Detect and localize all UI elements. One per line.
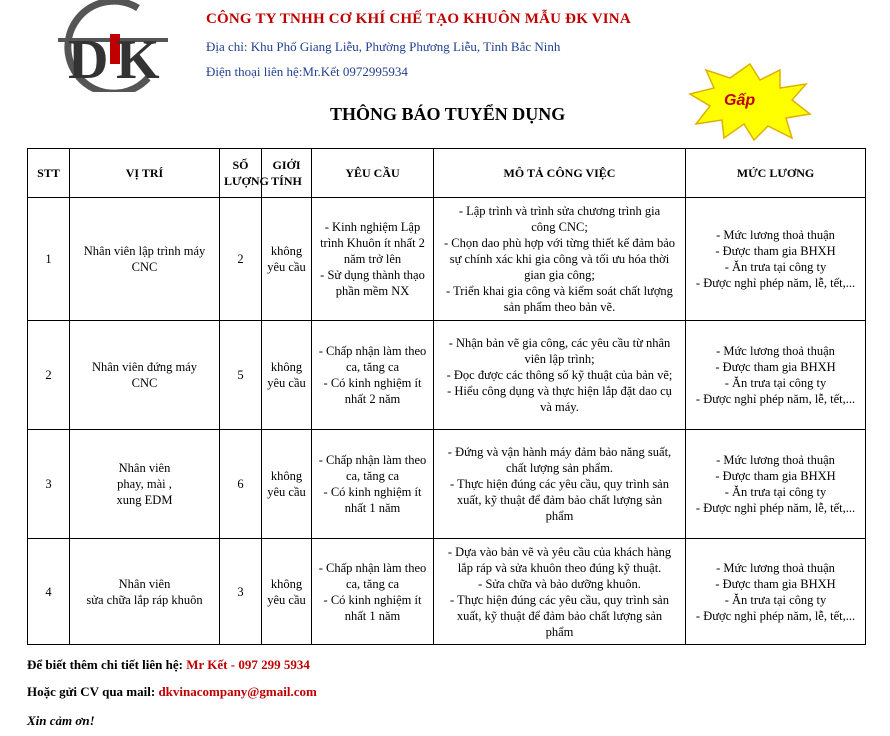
cell-salary-line: - Mức lương thoả thuận: [716, 228, 835, 242]
cell-position: [70, 321, 220, 430]
cell-requirements-line: - Chấp nhận làm theo: [318, 560, 427, 575]
cell-description-line: lắp ráp và sửa khuôn theo đúng kỹ thuật.: [457, 560, 662, 575]
cell-stt: 3: [28, 430, 70, 539]
header-quantity: SỐ LƯỢNG: [220, 149, 262, 198]
cell-position-line: xung EDM: [116, 493, 173, 507]
cell-description-line: công CNC;: [531, 220, 588, 234]
cell-position-line: Nhân viên đứng máy: [91, 360, 198, 374]
cell-requirements-line: - Chấp nhận làm theo: [318, 453, 427, 467]
header-position: VỊ TRÍ: [70, 149, 220, 198]
cell-requirements: [312, 430, 434, 539]
cell-description-line: - Thực hiện đúng các yêu cầu, quy trình sản: [450, 592, 669, 607]
cell-salary-line: - Ăn trưa tại công ty: [724, 592, 827, 607]
cell-salary-line: - Được tham gia BHXH: [715, 469, 836, 483]
cell-requirements: [312, 539, 434, 645]
contact-phone: Mr Kết - 097 299 5934: [186, 657, 310, 672]
table-row: [28, 539, 866, 645]
cell-requirements-line: - Sử dụng thành thạo: [320, 268, 425, 282]
cell-position-line: CNC: [131, 260, 158, 274]
cell-salary-line: - Được nghỉ phép năm, lễ, tết,...: [695, 392, 856, 406]
cell-salary: [686, 198, 866, 321]
cell-quantity: 6: [220, 430, 262, 539]
job-table: [27, 148, 866, 645]
cell-description-line: phẩm: [545, 509, 574, 523]
cell-gender-line: không: [270, 469, 303, 483]
cell-description-line: - Nhận bản vẽ gia công, các yêu cầu từ nhân: [448, 336, 671, 350]
cell-salary-line: - Ăn trưa tại công ty: [724, 485, 827, 499]
header-gender: GIỚI TÍNH: [262, 149, 312, 198]
company-address: Địa chỉ: Khu Phố Giang Liễu, Phường Phương Liễu, Tỉnh Bắc Ninh: [206, 39, 561, 54]
cell-requirements-line: ca, tăng ca: [345, 360, 400, 374]
company-phone: Điện thoại liên hệ:Mr.Kết 0972995934: [206, 64, 408, 79]
cell-gender-line: không: [270, 360, 303, 374]
cell-quantity: 2: [220, 198, 262, 321]
cell-salary: [686, 539, 866, 645]
cell-description-line: xuất, kỹ thuật để đảm bảo chất lượng sản: [456, 493, 663, 507]
cell-requirements: [312, 321, 434, 430]
cell-stt: 1: [28, 198, 70, 321]
cell-requirements-line: nhất 1 năm: [344, 608, 401, 623]
cell-description-line: chất lượng sản phẩm.: [505, 461, 614, 475]
header-description: MÔ TẢ CÔNG VIỆC: [434, 149, 686, 198]
cell-position-line: CNC: [131, 376, 158, 390]
cell-description-line: sự chính xác khi gia công và tối ưu hóa thời: [449, 252, 670, 266]
cell-position-line: Nhân viên lập trình máy: [83, 244, 206, 258]
cell-gender: [262, 430, 312, 539]
cell-description: [434, 430, 686, 539]
cell-salary-line: - Được nghỉ phép năm, lễ, tết,...: [695, 501, 856, 515]
cell-position: [70, 198, 220, 321]
cell-salary-line: - Mức lương thoả thuận: [716, 560, 835, 575]
table-header-row: [28, 149, 866, 198]
cell-description-line: - Lập trình và trình sửa chương trình gia: [458, 204, 661, 218]
cell-stt: 2: [28, 321, 70, 430]
cell-description-line: - Triển khai gia công và kiểm soát chất lượng: [446, 284, 673, 298]
cell-description: [434, 539, 686, 645]
cell-position-line: phay, mài ,: [117, 477, 172, 491]
table-row: [28, 321, 866, 430]
cell-salary: [686, 321, 866, 430]
cell-position: [70, 539, 220, 645]
cell-description-line: sản phẩm theo bản vẽ.: [503, 300, 616, 314]
table-row: [28, 198, 866, 321]
cell-gender: [262, 539, 312, 645]
cell-gender-line: yêu cầu: [267, 260, 306, 274]
cell-gender-line: không: [270, 576, 303, 591]
cell-description-line: - Chọn dao phù hợp với từng thiết kế đảm bảo: [443, 236, 676, 250]
cell-gender-line: không: [270, 244, 303, 258]
cell-salary-line: - Mức lương thoả thuận: [716, 344, 835, 358]
header-requirements: YÊU CẦU: [312, 149, 434, 198]
cell-position-line: Nhân viên: [118, 461, 171, 475]
thanks-note: Xin cảm ơn!: [27, 713, 95, 728]
cell-requirements-line: năm trở lên: [343, 252, 402, 266]
cell-description: [434, 198, 686, 321]
table-row: [28, 430, 866, 539]
cv-info: [27, 684, 317, 700]
cell-quantity: 5: [220, 321, 262, 430]
cell-description-line: - Đọc được các thông số kỹ thuật của bản vẽ;: [446, 368, 673, 382]
header-salary: MỨC LƯƠNG: [686, 149, 866, 198]
urgent-badge: Gấp: [724, 92, 756, 109]
cell-description-line: xuất, kỹ thuật để đảm bảo chất lượng sản: [456, 608, 663, 623]
cell-requirements-line: - Có kinh nghiệm ít: [323, 592, 422, 607]
contact-info: [27, 657, 310, 673]
cell-salary-line: - Ăn trưa tại công ty: [724, 260, 827, 274]
cell-gender-line: yêu cầu: [267, 592, 306, 607]
cell-gender: [262, 321, 312, 430]
company-name: CÔNG TY TNHH CƠ KHÍ CHẾ TẠO KHUÔN MẪU ĐK VINA: [206, 11, 631, 27]
cell-description-line: phẩm: [545, 624, 574, 639]
cell-requirements-line: - Có kinh nghiệm ít: [323, 485, 422, 499]
cell-description-line: - Hiểu công dụng và thực hiện lắp đặt dao cụ: [447, 384, 672, 398]
cell-requirements-line: - Kinh nghiệm Lập: [324, 220, 421, 234]
cell-salary-line: - Ăn trưa tại công ty: [724, 376, 827, 390]
cell-description-line: - Sửa chữa và bảo dưỡng khuôn.: [478, 576, 641, 591]
cell-description: [434, 321, 686, 430]
cell-requirements-line: nhất 2 năm: [344, 392, 401, 406]
cell-requirements-line: nhất 1 năm: [344, 501, 401, 515]
cell-salary-line: - Được nghỉ phép năm, lễ, tết,...: [695, 276, 856, 290]
cv-label: Hoặc gửi CV qua mail:: [27, 684, 159, 699]
contact-label: Để biết thêm chi tiết liên hệ:: [27, 657, 187, 672]
cell-requirements: [312, 198, 434, 321]
cell-gender: [262, 198, 312, 321]
cell-description-line: - Đứng và vận hành máy đảm bảo năng suất,: [447, 445, 672, 459]
cell-description-line: và máy.: [540, 400, 579, 414]
cell-requirements-line: trình Khuôn ít nhất 2: [320, 236, 425, 250]
cell-salary-line: - Được tham gia BHXH: [715, 244, 836, 258]
cell-description-line: gian gia công;: [524, 268, 595, 282]
cell-position-line: sửa chữa lắp ráp khuôn: [86, 592, 203, 607]
cell-salary-line: - Được tham gia BHXH: [715, 576, 836, 591]
cell-salary: [686, 430, 866, 539]
cell-description-line: - Thực hiện đúng các yêu cầu, quy trình sản: [450, 477, 669, 491]
company-logo: [52, 0, 174, 92]
cell-requirements-line: - Chấp nhận làm theo: [318, 344, 427, 358]
cell-gender-line: yêu cầu: [267, 485, 306, 499]
cell-position: [70, 430, 220, 539]
cell-gender-line: yêu cầu: [267, 376, 306, 390]
cell-salary-line: - Được nghỉ phép năm, lễ, tết,...: [695, 608, 856, 623]
cell-description-line: viên lập trình;: [524, 352, 595, 366]
svg-text:K: K: [116, 29, 160, 91]
cell-position-line: Nhân viên: [118, 576, 171, 591]
cell-stt: 4: [28, 539, 70, 645]
cell-quantity: 3: [220, 539, 262, 645]
svg-text:D: D: [68, 29, 109, 91]
cell-requirements-line: - Có kinh nghiệm ít: [323, 376, 422, 390]
cell-requirements-line: ca, tăng ca: [345, 469, 400, 483]
cell-description-line: - Dựa vào bản vẽ và yêu cầu của khách hàng: [447, 544, 672, 559]
cell-salary-line: - Mức lương thoả thuận: [716, 453, 835, 467]
page-title: THÔNG BÁO TUYỂN DỤNG: [330, 104, 566, 124]
cell-requirements-line: phần mềm NX: [335, 284, 410, 298]
cv-email-link[interactable]: dkvinacompany@gmail.com: [158, 684, 317, 699]
cell-requirements-line: ca, tăng ca: [345, 576, 400, 591]
header-stt: STT: [28, 149, 70, 198]
cell-salary-line: - Được tham gia BHXH: [715, 360, 836, 374]
